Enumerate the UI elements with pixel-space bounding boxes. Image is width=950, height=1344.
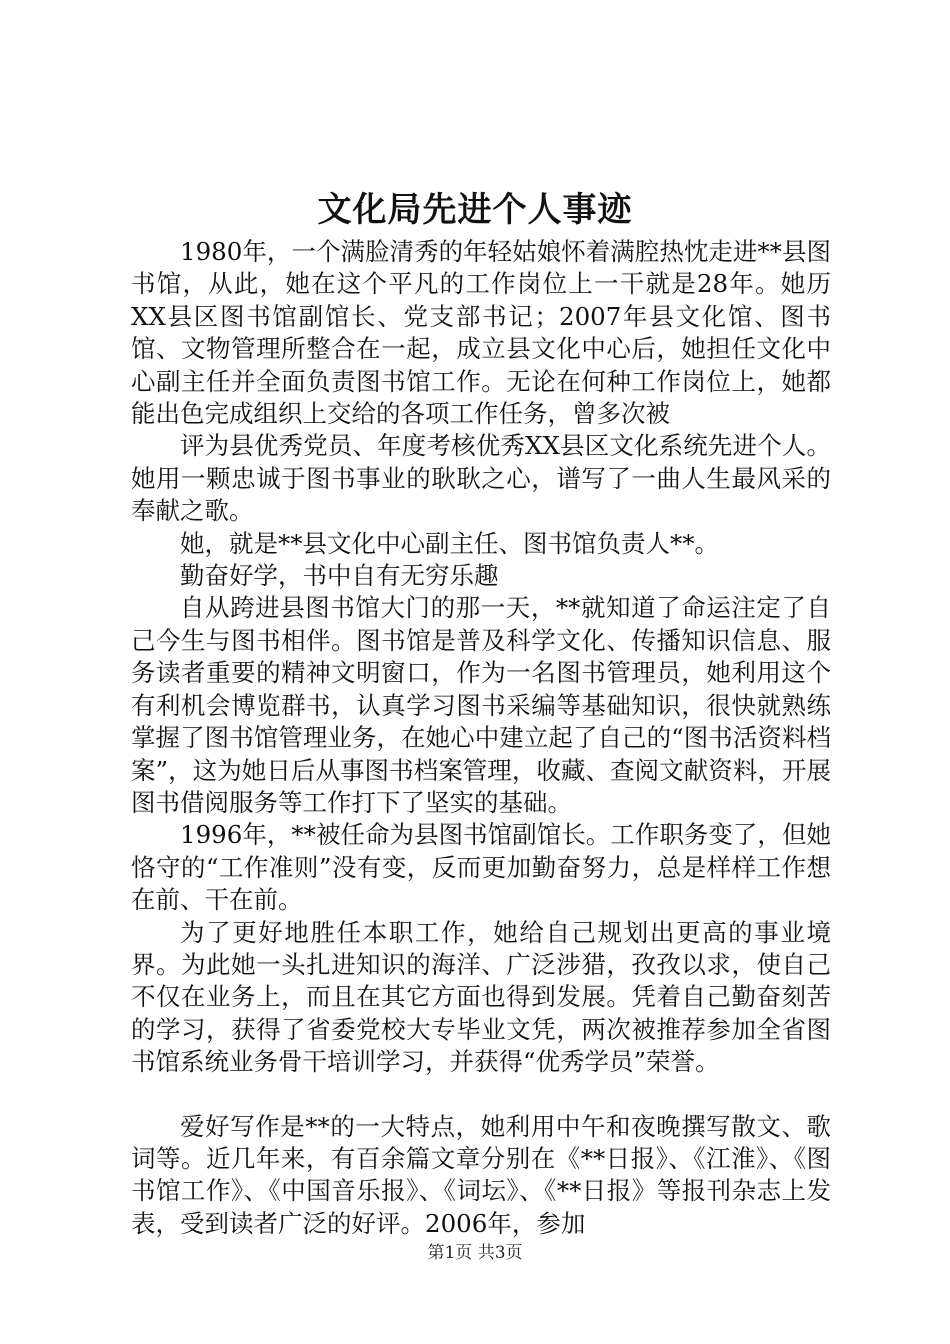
paragraph-3: 她，就是**县文化中心副主任、图书馆负责人**。 — [180, 528, 719, 558]
paragraph-1: 1980年，一个满脸清秀的年轻姑娘怀着满腔热忱走进**县图书馆，从此，她在这个平凡的工作岗位上一干就是28年。她历XX县区图书馆副馆长、党支部书记；2007年县文化馆、图书馆、文物管理所整合在一起，成立县文化中心后，她担任文化中心副主任并全面负责图书馆工作。无论在何种工作岗位上，她都能出色完成组织上交给的各项工作任务，曾多次被 — [131, 237, 831, 429]
document-body — [131, 236, 831, 1240]
paragraph-2: 评为县优秀党员、年度考核优秀XX县区文化系统先进个人。她用一颗忠诚于图书事业的耿耿之心，谱写了一曲人生最风采的奉献之歌。 — [131, 431, 831, 526]
paragraph-7: 爱好写作是**的一大特点，她利用中午和夜晚撰写散文、歌词等。近几年来，有百余篇文章分别在《**日报》、《江淮》、《图书馆工作》、《中国音乐报》、《词坛》、《**日报》等报刊杂志上发表，受到读者广泛的好评。2006年，参加 — [131, 1111, 831, 1238]
paragraph-4: 自从跨进县图书馆大门的那一天，**就知道了命运注定了自己今生与图书相伴。图书馆是普及科学文化、传播知识信息、服务读者重要的精神文明窗口，作为一名图书管理员，她利用这个有利机会博览群书，认真学习图书采编等基础知识，很快就熟练掌握了图书馆管理业务，在她心中建立起了自己的“图书活资料档案”，这为她日后从事图书档案管理，收藏、查阅文献资料，开展图书借阅服务等工作打下了坚实的基础。 — [131, 593, 831, 817]
page-footer: 第1页 共3页 — [427, 1243, 523, 1263]
paragraph-spacer — [131, 1079, 831, 1111]
paragraph-5: 1996年，**被任命为县图书馆副馆长。工作职务变了，但她恪守的“工作准则”没有变，反而更加勤奋努力，总是样样工作想在前、干在前。 — [131, 820, 831, 915]
paragraph-6: 为了更好地胜任本职工作，她给自己规划出更高的事业境界。为此她一头扎进知识的海洋、广泛涉猎，孜孜以求，使自己不仅在业务上，而且在其它方面也得到发展。凭着自己勤奋刻苦的学习，获得了省委党校大专毕业文凭，两次被推荐参加全省图书馆系统业务骨干培训学习，并获得“优秀学员”荣誉。 — [131, 917, 831, 1077]
document-title: 文化局先进个人事迹 — [317, 190, 633, 230]
section-heading: 勤奋好学，书中自有无穷乐趣 — [180, 561, 499, 591]
